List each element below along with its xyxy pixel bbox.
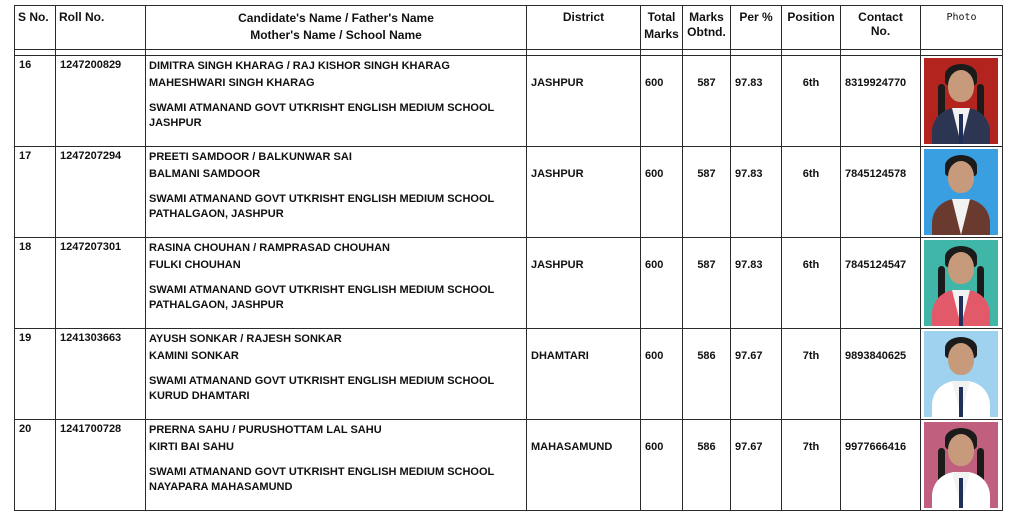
cell-percent: 97.83	[731, 56, 782, 147]
table-row	[15, 420, 1003, 511]
photo-face	[948, 161, 974, 193]
photo-tie	[959, 114, 963, 144]
header-obtained-line2: Obtnd.	[687, 25, 726, 39]
cell-photo	[921, 420, 1003, 511]
cell-name	[146, 420, 527, 511]
photo-tie	[959, 478, 963, 508]
header-photo: Photo	[921, 6, 1003, 50]
candidate-photo	[924, 331, 998, 417]
header-name	[146, 6, 527, 50]
cell-position: 7th	[782, 420, 841, 511]
cell-obtained: 587	[683, 238, 731, 329]
cell-district: JASHPUR	[527, 56, 641, 147]
cell-sno: 16	[15, 56, 56, 147]
cell-contact: 7845124578	[841, 147, 921, 238]
cell-total: 600	[641, 147, 683, 238]
photo-face	[948, 343, 974, 375]
candidate-father-name: PRERNA SAHU / PURUSHOTTAM LAL SAHU	[149, 424, 382, 436]
cell-name	[146, 238, 527, 329]
school-name: SWAMI ATMANAND GOVT UTKRISHT ENGLISH MEDIUM SCHOOL JASHPUR	[149, 102, 495, 129]
cell-district: MAHASAMUND	[527, 420, 641, 511]
table-row	[15, 329, 1003, 420]
header-district: District	[527, 6, 641, 50]
cell-photo	[921, 329, 1003, 420]
candidate-father-name: RASINA CHOUHAN / RAMPRASAD CHOUHAN	[149, 242, 390, 254]
header-contact-line2: No.	[870, 24, 891, 38]
cell-photo	[921, 238, 1003, 329]
header-name-line1: Candidate's Name / Father's Name	[238, 11, 434, 25]
header-position: Position	[782, 6, 841, 50]
cell-contact: 8319924770	[841, 56, 921, 147]
cell-obtained: 587	[683, 56, 731, 147]
header-total-line1: Total	[647, 10, 676, 24]
cell-percent: 97.67	[731, 329, 782, 420]
cell-district: JASHPUR	[527, 147, 641, 238]
header-total-line2: Marks	[644, 27, 679, 41]
photo-face	[948, 70, 974, 102]
cell-name	[146, 56, 527, 147]
cell-sno: 19	[15, 329, 56, 420]
table-body	[15, 56, 1003, 511]
cell-contact: 9977666416	[841, 420, 921, 511]
cell-sno: 18	[15, 238, 56, 329]
cell-photo	[921, 56, 1003, 147]
photo-tie	[959, 387, 963, 417]
cell-sno: 20	[15, 420, 56, 511]
school-name: SWAMI ATMANAND GOVT UTKRISHT ENGLISH MEDIUM SCHOOL PATHALGAON, JASHPUR	[149, 193, 495, 220]
header-obtained-line1: Marks	[689, 10, 724, 24]
cell-roll: 1241303663	[56, 329, 146, 420]
cell-position: 7th	[782, 329, 841, 420]
cell-roll: 1241700728	[56, 420, 146, 511]
header-percent: Per %	[731, 6, 782, 50]
photo-tie	[959, 296, 963, 326]
mother-name: FULKI CHOUHAN	[149, 259, 241, 271]
school-name: SWAMI ATMANAND GOVT UTKRISHT ENGLISH MEDIUM SCHOOL PATHALGAON, JASHPUR	[149, 284, 495, 311]
candidate-photo	[924, 58, 998, 144]
cell-obtained: 587	[683, 147, 731, 238]
cell-roll: 1247207301	[56, 238, 146, 329]
table-row	[15, 238, 1003, 329]
header-contact	[841, 6, 921, 50]
cell-contact: 9893840625	[841, 329, 921, 420]
candidate-photo	[924, 240, 998, 326]
mother-name: BALMANI SAMDOOR	[149, 168, 261, 180]
table-row	[15, 56, 1003, 147]
header-obtained	[683, 6, 731, 50]
candidate-father-name: PREETI SAMDOOR / BALKUNWAR SAI	[149, 151, 352, 163]
photo-face	[948, 252, 974, 284]
cell-position: 6th	[782, 56, 841, 147]
cell-name	[146, 147, 527, 238]
cell-total: 600	[641, 420, 683, 511]
photo-face	[948, 434, 974, 466]
cell-total: 600	[641, 329, 683, 420]
cell-district: JASHPUR	[527, 238, 641, 329]
school-name: SWAMI ATMANAND GOVT UTKRISHT ENGLISH MEDIUM SCHOOL KURUD DHAMTARI	[149, 375, 495, 402]
cell-total: 600	[641, 238, 683, 329]
cell-name	[146, 329, 527, 420]
cell-total: 600	[641, 56, 683, 147]
header-name-line2: Mother's Name / School Name	[250, 28, 422, 42]
school-name: SWAMI ATMANAND GOVT UTKRISHT ENGLISH MEDIUM SCHOOL NAYAPARA MAHASAMUND	[149, 466, 495, 493]
candidate-photo	[924, 149, 998, 235]
header-total	[641, 6, 683, 50]
candidate-father-name: DIMITRA SINGH KHARAG / RAJ KISHOR SINGH KHARAG	[149, 60, 450, 72]
mother-name: KIRTI BAI SAHU	[149, 441, 234, 453]
cell-position: 6th	[782, 147, 841, 238]
cell-percent: 97.83	[731, 238, 782, 329]
cell-percent: 97.67	[731, 420, 782, 511]
cell-obtained: 586	[683, 329, 731, 420]
table-row	[15, 147, 1003, 238]
table-header	[15, 6, 1003, 50]
candidate-father-name: AYUSH SONKAR / RAJESH SONKAR	[149, 333, 342, 345]
cell-roll: 1247200829	[56, 56, 146, 147]
cell-photo	[921, 147, 1003, 238]
cell-contact: 7845124547	[841, 238, 921, 329]
candidate-photo	[924, 422, 998, 508]
header-roll: Roll No.	[56, 6, 146, 50]
merit-table	[14, 5, 1003, 511]
cell-sno: 17	[15, 147, 56, 238]
cell-obtained: 586	[683, 420, 731, 511]
header-sno: S No.	[15, 6, 56, 50]
mother-name: KAMINI SONKAR	[149, 350, 239, 362]
cell-roll: 1247207294	[56, 147, 146, 238]
mother-name: MAHESHWARI SINGH KHARAG	[149, 77, 315, 89]
cell-district: DHAMTARI	[527, 329, 641, 420]
header-contact-line1: Contact	[858, 10, 903, 24]
cell-position: 6th	[782, 238, 841, 329]
cell-percent: 97.83	[731, 147, 782, 238]
merit-list	[14, 5, 1002, 511]
